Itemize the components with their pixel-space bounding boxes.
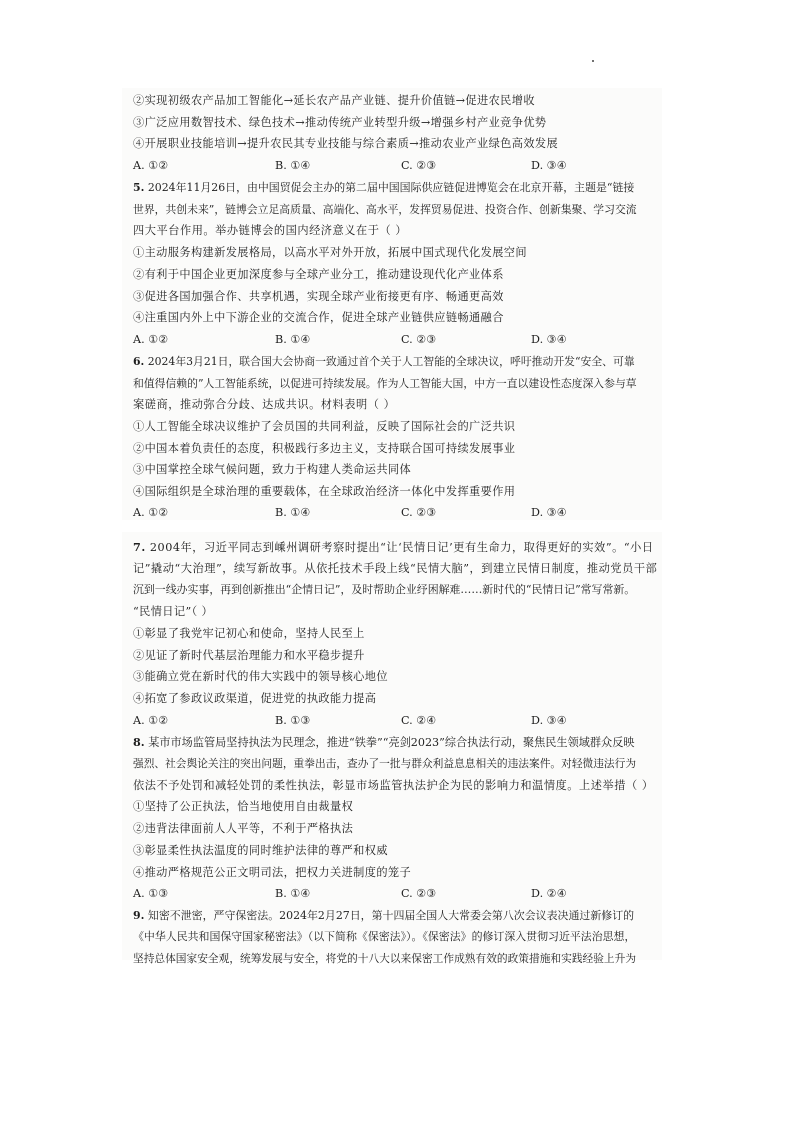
q7-item-3: ③能确立党在新时代的伟大实践中的领导核心地位	[133, 670, 388, 683]
q9-number: 9.	[133, 909, 145, 922]
q5-options	[133, 333, 657, 347]
q6-stem-line-2: 和值得信赖的”人工智能系统，以促进可持续发展。作为人工智能大国，中方一直以建设性态度深入参与草	[133, 377, 637, 390]
q8-option-d[interactable]: D. ②④	[531, 887, 567, 900]
q7-option-c[interactable]: C. ②④	[401, 714, 437, 727]
q6-stem-line-3: 案磋商，推动弥合分歧、达成共识。材料表明（ ）	[133, 398, 396, 411]
q6-item-4: ④国际组织是全球治理的重要载体，在全球政治经济一体化中发挥重要作用	[133, 485, 516, 498]
q8-stem-line-3: 依法不予处罚和减轻处罚的柔性执法，彰显市场监管执法护企为民的影响力和温情度。上述举措（ ）	[133, 779, 654, 792]
q8-stem-line-1: 8. 某市市场监管局坚持执法为民理念，推进“铁拳”“亮剑2023”综合执法行动，聚焦民生领域群众反映	[133, 736, 635, 749]
q5-item-4: ④注重国内外上中下游企业的交流合作，促进全球产业链供应链畅通融合	[133, 311, 504, 324]
q7-item-2: ②见证了新时代基层治理能力和水平稳步提升	[133, 649, 365, 662]
q8-item-1: ①坚持了公正执法，恰当地使用自由裁量权	[133, 800, 354, 813]
q7-option-b[interactable]: B. ①③	[275, 714, 311, 727]
q5-option-a[interactable]: A. ①②	[133, 333, 169, 346]
q7-stem-line-4: “民情日记”（ ）	[133, 605, 214, 618]
q6-option-b[interactable]: B. ①④	[275, 506, 311, 519]
q5-number: 5.	[133, 181, 145, 194]
q5-option-c[interactable]: C. ②③	[401, 333, 437, 346]
q9-stem-line-2: 《中华人民共和国保守国家秘密法》（以下简称《保密法》）。《保密法》的修订深入贯彻习近平法治思想，	[133, 930, 636, 943]
q4-item-4: ④开展职业技能培训→提升农民其专业技能与综合素质→推动农业产业绿色高效发展	[133, 137, 559, 150]
q4-option-b[interactable]: B. ①④	[275, 159, 311, 172]
q5-item-3: ③促进各国加强合作、共享机遇，实现全球产业衔接更有序、畅通更高效	[133, 290, 504, 303]
q5-stem-line-1: 5. 2024年11月26日，由中国贸促会主办的第二届中国国际供应链促进博览会在北京开幕，主题是“链接	[133, 181, 635, 194]
q5-item-1: ①主动服务构建新发展格局，以高水平对外开放，拓展中国式现代化发展空间	[133, 246, 527, 259]
q4-item-2: ②实现初级农产品加工智能化→延长农产品产业链、提升价值链→促进农民增收	[133, 94, 535, 107]
q4-option-a[interactable]: A. ①②	[133, 159, 169, 172]
q6-item-2: ②中国本着负责任的态度，积极践行多边主义，支持联合国可持续发展事业	[133, 442, 516, 455]
q8-item-4: ④推动严格规范公正文明司法，把权力关进制度的笼子	[133, 866, 412, 879]
q8-item-3: ③彰显柔性执法温度的同时维护法律的尊严和权威	[133, 844, 388, 857]
q6-option-a[interactable]: A. ①②	[133, 506, 169, 519]
q7-number: 7.	[133, 540, 146, 554]
q7-stem-line-3: 沉到一线办实事，再到创新推出“企情日记”，及时帮助企业纾困解难……新时代的“民情日记”常写常新。	[133, 583, 636, 596]
q4-item-3: ③广泛应用数智技术、绿色技术→推动传统产业转型升级→增强乡村产业竞争优势	[133, 116, 547, 129]
q4-options	[133, 159, 657, 173]
q7-options	[133, 714, 657, 728]
q4-option-c[interactable]: C. ②③	[401, 159, 437, 172]
q4-option-d[interactable]: D. ③④	[531, 159, 567, 172]
q8-option-c[interactable]: C. ②③	[401, 887, 437, 900]
q8-option-a[interactable]: A. ①③	[133, 887, 169, 900]
q8-stem-line-2: 强烈、社会舆论关注的突出问题，重拳出击，查办了一批与群众利益息息相关的违法案件。对轻微违法行为	[133, 757, 637, 770]
q5-stem-line-2: 世界，共创未来”，链博会立足高质量、高端化、高水平，发挥贸易促进、投资合作、创新集聚、学习交流	[133, 203, 637, 216]
q7-option-d[interactable]: D. ③④	[531, 714, 567, 727]
q6-number: 6.	[133, 355, 145, 368]
q8-option-b[interactable]: B. ①④	[275, 887, 311, 900]
q8-options	[133, 887, 657, 901]
q7-option-a[interactable]: A. ①②	[133, 714, 169, 727]
q8-item-2: ②违背法律面前人人平等，不利于严格执法	[133, 822, 354, 835]
top-mark	[592, 60, 594, 62]
q6-options	[133, 506, 657, 520]
q7-stem-line-1: 7. 2004年，习近平同志到嵊州调研考察时提出“让‘民情日记’更有生命力，取得更好的实效”。“小日	[133, 540, 654, 554]
q5-stem-line-3: 四大平台作用。举办链博会的国内经济意义在于（ ）	[133, 224, 408, 237]
q6-option-d[interactable]: D. ③④	[531, 506, 567, 519]
q5-item-2: ②有利于中国企业更加深度参与全球产业分工，推动建设现代化产业体系	[133, 268, 504, 281]
q7-stem-line-2: 记”撬动“大治理”，续写新故事。从依托技术手段上线“民情大脑”，到建立民情日制度，推动党员干部	[133, 562, 658, 575]
q6-stem-line-1: 6. 2024年3月21日，联合国大会协商一致通过首个关于人工智能的全球决议，呼吁推动开发“安全、可靠	[133, 355, 635, 368]
q5-option-b[interactable]: B. ①④	[275, 333, 311, 346]
q5-option-d[interactable]: D. ③④	[531, 333, 567, 346]
q7-item-1: ①彰显了我党牢记初心和使命，坚持人民至上	[133, 627, 365, 640]
q9-stem-line-1: 9. 知密不泄密，严守保密法。2024年2月27日，第十四届全国人大常委会第八次会议表决通过新修订的	[133, 909, 635, 922]
q9-stem-line-3: 坚持总体国家安全观，统筹发展与安全，将党的十八大以来保密工作成熟有效的政策措施和实践经验上升为	[133, 952, 637, 965]
q6-option-c[interactable]: C. ②③	[401, 506, 437, 519]
q6-item-3: ③中国掌控全球气候问题，致力于构建人类命运共同体	[133, 463, 412, 476]
q8-number: 8.	[133, 736, 145, 749]
q7-item-4: ④拓宽了参政议政渠道，促进党的执政能力提高	[133, 692, 377, 705]
q6-item-1: ①人工智能全球决议维护了会员国的共同利益，反映了国际社会的广泛共识	[133, 420, 516, 433]
